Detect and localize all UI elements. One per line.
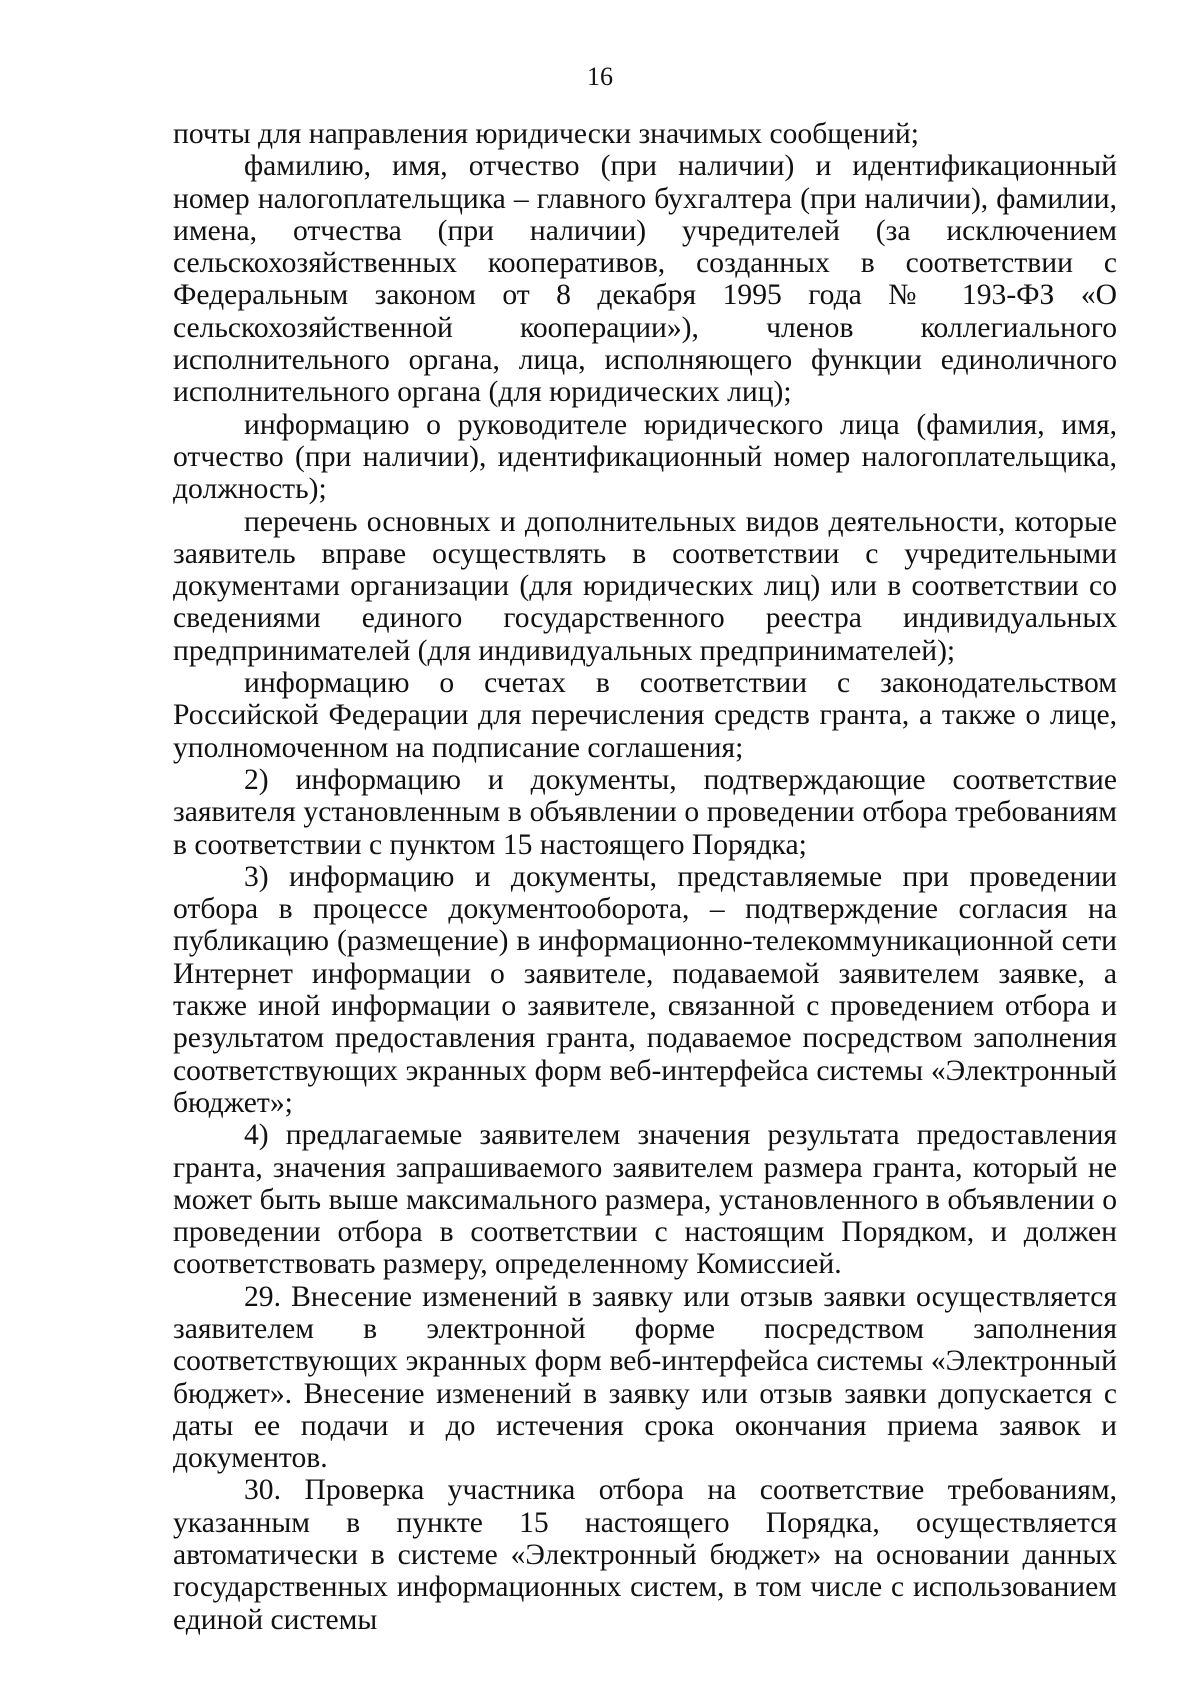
paragraph-founders-info: фамилию, имя, отчество (при наличии) и идентификационный номер налогоплательщика – главного бухгалтера (при наличии), фамилии, имена, отчества (при наличии) учредителей (за исключением сельскохозяйственных кооперативов, созданных в соответствии с Федеральным законом от 8 декабря 1995 года № 193-ФЗ «О сельскохозяйственной кооперации»), членов коллегиального исполнительного органа, лица, исполняющего функции единоличного исполнительного органа (для юридических лиц);: [173, 150, 1117, 409]
paragraph-item-3: 3) информацию и документы, представляемые при проведении отбора в процессе документооборота, – подтверждение согласия на публикацию (размещение) в информационно-телекоммуникационной сети Интернет информации о заявителе, подаваемой заявителем заявке, а также иной информации о заявителе, связанной с проведением отбора и результатом предоставления гранта, подаваемое посредством заполнения соответствующих экранных форм веб-интерфейса системы «Электронный бюджет»;: [173, 860, 1117, 1119]
document-body: [173, 118, 1117, 1636]
paragraph-mail-continuation: почты для направления юридически значимых сообщений;: [173, 118, 919, 150]
paragraph-item-2: 2) информацию и документы, подтверждающие соответствие заявителя установленным в объявлении о проведении отбора требованиям в соответствии с пунктом 15 настоящего Порядка;: [173, 763, 1117, 861]
paragraph-activities-list: перечень основных и дополнительных видов деятельности, которые заявитель вправе осуществлять в соответствии с учредительными документами организации (для юридических лиц) или в соответствии со сведениями единого государственного реестра индивидуальных предпринимателей (для индивидуальных предпринимателей);: [173, 505, 1117, 667]
paragraph-head-info: информацию о руководителе юридического лица (фамилия, имя, отчество (при наличии), идентификационный номер налогоплательщика, должность);: [173, 408, 1117, 506]
paragraph-clause-30: 30. Проверка участника отбора на соответствие требованиям, указанным в пункте 15 настоящего Порядка, осуществляется автоматически в системе «Электронный бюджет» на основании данных государственных информационных систем, в том числе с использованием единой системы: [173, 1474, 1117, 1636]
paragraph-clause-29: 29. Внесение изменений в заявку или отзыв заявки осуществляется заявителем в электронной форме посредством заполнения соответствующих экранных форм веб-интерфейса системы «Электронный бюджет». Внесение изменений в заявку или отзыв заявки допускается с даты ее подачи и до истечения срока окончания приема заявок и документов.: [173, 1280, 1117, 1475]
paragraph-accounts-info: информацию о счетах в соответствии с законодательством Российской Федерации для перечисления средств гранта, а также о лице, уполномоченном на подписание соглашения;: [173, 667, 1117, 764]
paragraph-item-4: 4) предлагаемые заявителем значения результата предоставления гранта, значения запрашиваемого заявителем размера гранта, который не может быть выше максимального размера, установленного в объявлении о проведении отбора в соответствии с настоящим Порядком, и должен соответствовать размеру, определенному Комиссией.: [173, 1119, 1117, 1281]
page-number: 16: [587, 62, 613, 91]
